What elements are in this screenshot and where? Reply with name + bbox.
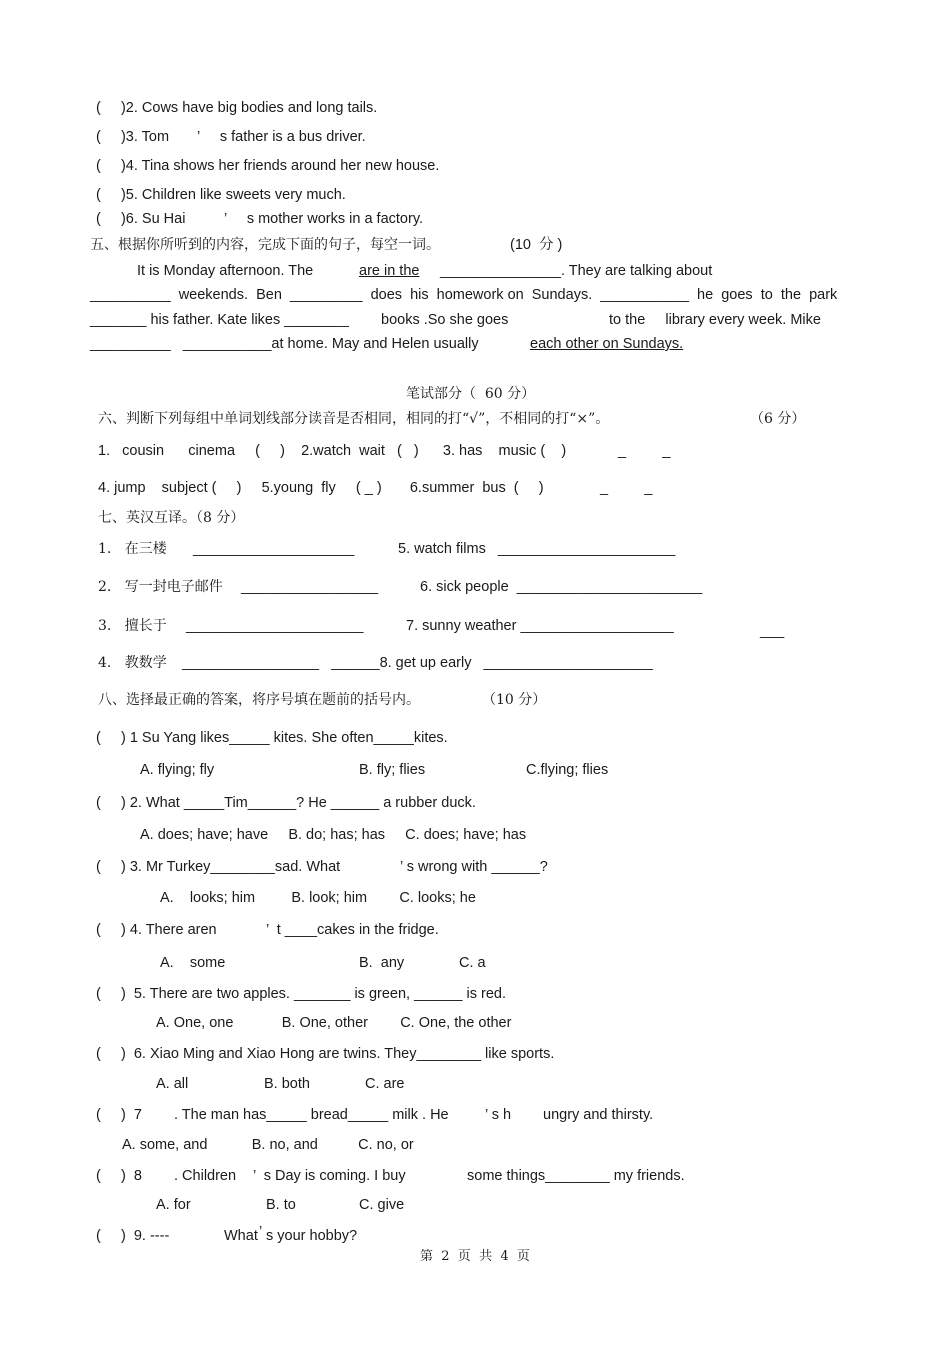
translate-7-extra: ___ xyxy=(760,623,785,639)
phonics-row-2: 4. jump subject ( ) 5.young fly ( _ ) 6.summer bus ( ) xyxy=(98,480,544,496)
passage-line-4b: each other on Sundays. xyxy=(530,336,684,352)
mc-q6-option-c: C. are xyxy=(365,1076,405,1092)
mc-q4-start: ( ) 4. There aren xyxy=(96,922,217,938)
item-q6-start: ( )6. Su Hai xyxy=(96,211,186,227)
phonics-row-1: 1. cousin cinema ( ) 2.watch wait ( ) 3. has music ( ) xyxy=(98,443,567,459)
mc-q7-number: ( ) 7 xyxy=(96,1107,142,1123)
mc-q8-option-b: B. to xyxy=(266,1197,296,1213)
translate-3-blank: ______________________ xyxy=(186,618,364,634)
mc-q5-options: A. One, one B. One, other C. One, the other xyxy=(156,1015,512,1031)
mc-q7-stem-c: ungry and thirsty. xyxy=(543,1107,654,1123)
mc-q5: ( ) 5. There are two apples. _______ is green, ______ is red. xyxy=(96,986,507,1002)
section-6-header: 六、判断下列每组中单词划线部分读音是否相同，相同的打“√”，不相同的打“×”。 xyxy=(98,411,610,427)
translate-2: 2. 写一封电子邮件 xyxy=(98,579,223,595)
passage-line-3c: to the library every week. Mike xyxy=(609,312,821,328)
phonics-row-1-marks: _ _ xyxy=(618,443,671,459)
mc-q4-option-b: B. any xyxy=(359,955,405,971)
mc-q7-options: A. some, and B. no, and C. no, or xyxy=(122,1137,414,1153)
mc-q3-options: A. looks; him B. look; him C. looks; he xyxy=(160,890,476,906)
mc-q1-option-b: B. fly; flies xyxy=(359,762,426,778)
section-7-header: 七、英汉互译。（8 分） xyxy=(98,510,245,526)
mc-q6: ( ) 6. Xiao Ming and Xiao Hong are twins. They________ like sports. xyxy=(96,1046,555,1062)
item-q6-end: ’ s mother works in a factory. xyxy=(224,211,424,227)
mc-q8-option-c: C. give xyxy=(359,1197,405,1213)
mc-q6-option-b: B. both xyxy=(264,1076,310,1092)
translate-5: 5. watch films ______________________ xyxy=(398,541,676,557)
mc-q4-option-a: A. some xyxy=(160,955,226,971)
item-q5: ( )5. Children like sweets very much. xyxy=(96,187,346,203)
mc-q4-option-c: C. a xyxy=(459,955,486,971)
section-8-score: （10 分） xyxy=(482,692,547,708)
item-q4: ( )4. Tina shows her friends around her new house. xyxy=(96,158,440,174)
mc-q6-option-a: A. all xyxy=(156,1076,189,1092)
mc-q4-end: ’ t ____cakes in the fridge. xyxy=(266,922,439,938)
mc-q8-option-a: A. for xyxy=(156,1197,191,1213)
mc-q8-number: ( ) 8 xyxy=(96,1168,142,1184)
translate-7: 7. sunny weather ___________________ xyxy=(406,618,674,634)
translate-1: 1. 在三楼 xyxy=(98,541,167,557)
translate-1-blank: ____________________ xyxy=(193,541,355,557)
passage-line-1a: It is Monday afternoon. The xyxy=(137,263,314,279)
mc-q9-apostrophe: ’ xyxy=(259,1224,263,1240)
section-5-header: 五、根据你所听到的内容，完成下面的句子，每空一词。 xyxy=(90,237,440,253)
mc-q7-stem-b: ’ s h xyxy=(485,1107,512,1123)
passage-line-1b: are in the xyxy=(359,263,420,279)
mc-q8-stem-b: ’ s Day is coming. I buy xyxy=(253,1168,406,1184)
item-q3-end: ’ s father is a bus driver. xyxy=(197,129,366,145)
item-q2: ( )2. Cows have big bodies and long tails. xyxy=(96,100,378,116)
passage-line-3b: books .So she goes xyxy=(381,312,509,328)
translate-2-blank: _________________ xyxy=(241,579,379,595)
item-q3-start: ( )3. Tom xyxy=(96,129,170,145)
translate-4-8: _________________ ______8. get up early _____________________ xyxy=(182,655,653,671)
mc-q8-stem-c: some things________ my friends. xyxy=(467,1168,685,1184)
passage-line-1c: _______________. They are talking about xyxy=(440,263,713,279)
passage-line-3a: _______ his father. Kate likes ________ xyxy=(90,312,349,328)
mc-q2-options: A. does; have; have B. do; has; has C. does; have; has xyxy=(140,827,527,843)
mc-q1: ( ) 1 Su Yang likes_____ kites. She often_____kites. xyxy=(96,730,448,746)
mc-q7-stem: . The man has_____ bread_____ milk . He xyxy=(174,1107,449,1123)
mc-q8-stem: . Children xyxy=(174,1168,237,1184)
mc-q9-stem-b: s your hobby? xyxy=(266,1228,358,1244)
section-6-score: （6 分） xyxy=(750,411,806,427)
mc-q2: ( ) 2. What _____Tim______? He ______ a rubber duck. xyxy=(96,795,476,811)
mc-q3-start: ( ) 3. Mr Turkey________sad. What xyxy=(96,859,341,875)
page-footer: 第 2 页 共 4 页 xyxy=(420,1249,530,1264)
mc-q1-option-a: A. flying; fly xyxy=(140,762,215,778)
mc-q1-option-c: C.flying; flies xyxy=(526,762,609,778)
section-5-score: (10 分 ) xyxy=(510,237,563,253)
translate-6: 6. sick people _______________________ xyxy=(420,579,703,595)
passage-line-2: __________ weekends. Ben _________ does his homework on Sundays. ___________ he goes to the park xyxy=(90,287,838,303)
written-section-title: 笔试部分（ 60 分） xyxy=(406,386,536,402)
section-8-header: 八、选择最正确的答案，将序号填在题前的括号内。 xyxy=(98,692,420,708)
mc-q3-end: ’ s wrong with ______? xyxy=(400,859,548,875)
mc-q9-stem: What xyxy=(224,1228,258,1244)
translate-3: 3. 擅长于 xyxy=(98,618,167,634)
phonics-row-2-marks: _ _ xyxy=(600,480,653,496)
mc-q9-number: ( ) 9. ---- xyxy=(96,1228,170,1244)
passage-line-4a: __________ ___________at home. May and Helen usually xyxy=(90,336,479,352)
translate-4: 4. 教数学 xyxy=(98,655,167,671)
